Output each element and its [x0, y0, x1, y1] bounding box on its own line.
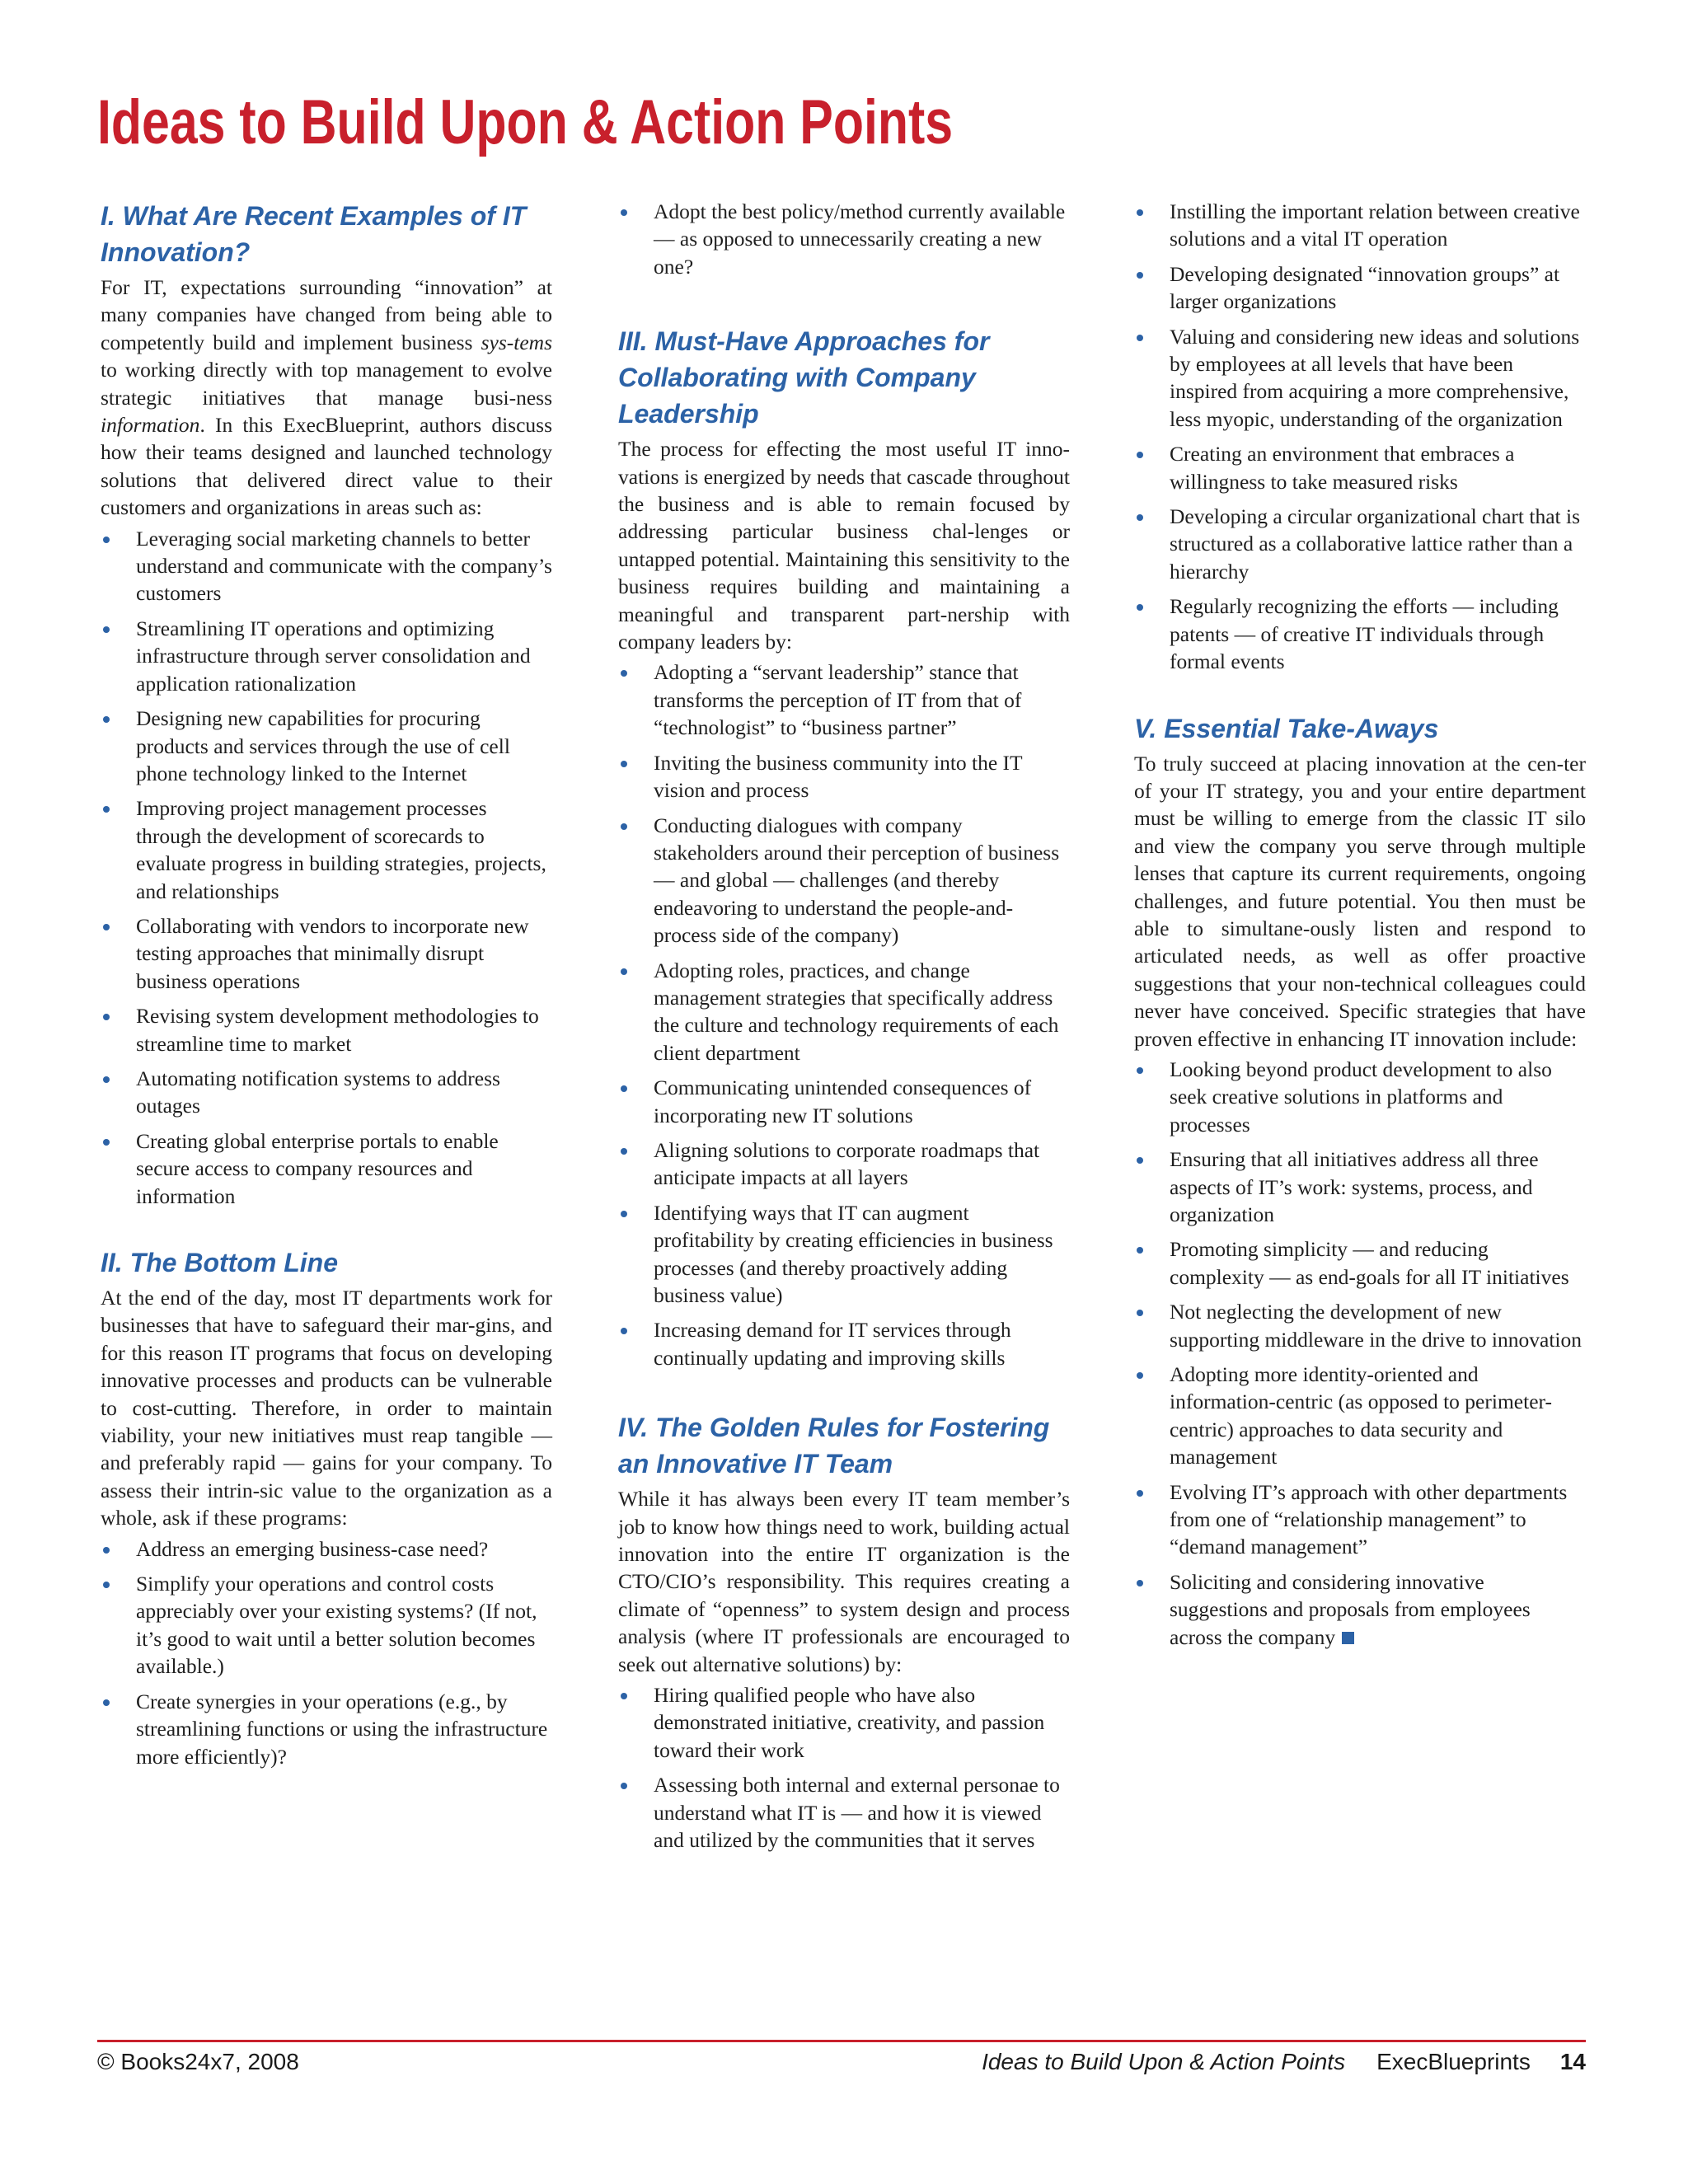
page-title: Ideas to Build Upon & Action Points — [97, 87, 954, 157]
section-heading-4: IV. The Golden Rules for Fostering an Innovative IT Team — [618, 1413, 1050, 1479]
list-item-text: Inviting the business community into the IT vision and process — [654, 750, 1023, 803]
list-item-text: Communicating unintended consequences of incorporating new IT solutions — [654, 1076, 1032, 1127]
list-item-text: Assessing both internal and external personae to understand what IT is — and how it is viewed and utilized by the communities that it serves — [654, 1773, 1060, 1853]
list-item — [101, 1570, 552, 1680]
list-item — [1134, 593, 1586, 675]
list-item — [101, 1065, 552, 1120]
list-item-text: Streamlining IT operations and optimizing infrastructure through server consolidation and application rationalization — [136, 616, 531, 696]
list-item-text: Leveraging social marketing channels to better understand and communicate with the company’s customers — [136, 526, 552, 606]
list-item-text: Address an emerging business-case need? — [136, 1536, 489, 1561]
list-item — [618, 1771, 1070, 1854]
list-item — [1134, 260, 1586, 316]
list-item-text: Creating an environment that embraces a willingness to take measured risks — [1170, 442, 1515, 494]
list-item — [101, 525, 552, 607]
list-item — [618, 957, 1070, 1067]
list-item — [1134, 440, 1586, 495]
list-item-text: Adopt the best policy/method currently available — as opposed to unnecessarily creating a new one? — [654, 199, 1066, 279]
list-item-text: Adopting a “servant leadership” stance that transforms the perception of IT from that of “technologist” to “business partner” — [654, 660, 1022, 740]
list-item — [101, 1127, 552, 1210]
footer-brand: ExecBlueprints — [1376, 2049, 1531, 2074]
list-item-text: Identifying ways that IT can augment profitability by creating efficiencies in business processes (and thereby proactively adding business value) — [654, 1200, 1053, 1307]
list-item — [618, 1681, 1070, 1764]
list-item-text: Creating global enterprise portals to enable secure access to company resources and information — [136, 1128, 499, 1208]
paragraph-text: For IT, expectations surrounding “innovation” at many companies have changed from being able to competently build and implement business — [101, 275, 552, 354]
list-item — [1134, 1361, 1586, 1471]
column-3 — [1134, 198, 1586, 1658]
footer-copyright: © Books24x7, 2008 — [97, 2049, 299, 2074]
list-item-text: Hiring qualified people who have also demonstrated initiative, creativity, and passion toward their work — [654, 1683, 1045, 1762]
section-4-list — [618, 1681, 1070, 1854]
page-number: 14 — [1559, 2049, 1586, 2074]
section-1-paragraph — [101, 274, 552, 522]
footer-section-title: Ideas to Build Upon & Action Points — [982, 2049, 1346, 2074]
footer-right — [982, 2046, 1586, 2079]
list-item — [101, 912, 552, 995]
italic-text: sys-tems — [481, 330, 552, 354]
section-3-paragraph: The process for effecting the most useful IT inno-vations is energized by needs that cascade throughout the business and is able to remain focused by addressing particular business chal-lenges or untapped potential. Maintaining this sensitivity to the business requires building and maintaining a meaningful and transparent part-nership with company leaders by: — [618, 437, 1070, 654]
paragraph-text: to working directly with top management to evolve strategic initiatives that manage busi-ness — [101, 358, 552, 410]
list-item — [1134, 1298, 1586, 1353]
list-item — [618, 658, 1070, 741]
end-of-article-icon — [1342, 1632, 1354, 1644]
page-footer — [97, 2046, 1586, 2079]
list-item — [1134, 323, 1586, 434]
list-item-text: Promoting simplicity — and reducing complexity — as end-goals for all IT initiatives — [1170, 1237, 1569, 1289]
list-item — [618, 198, 1070, 280]
list-item — [618, 1137, 1070, 1192]
list-item — [101, 1002, 552, 1057]
section-4-paragraph: While it has always been every IT team member’s job to know how things need to work, building actual innovation into the entire IT organization is the CTO/CIO’s responsibility. This requires creating a climate of “openness” to system design and process analysis (where IT professionals are encouraged to seek out alternative solutions) by: — [618, 1487, 1070, 1676]
list-item — [1134, 1056, 1586, 1138]
list-item — [1134, 1235, 1586, 1291]
list-item-text: Adopting roles, practices, and change management strategies that specifically address the culture and technology requirements of each client department — [654, 958, 1059, 1065]
list-item-text: Instilling the important relation between creative solutions and a vital IT operation — [1170, 199, 1580, 251]
list-item — [1134, 1568, 1586, 1651]
list-item — [618, 749, 1070, 804]
list-item — [1134, 1479, 1586, 1561]
list-item-text: Conducting dialogues with company stakeholders around their perception of business — and global — challenges (and thereby endeavoring to understand the people-and-process side of the company) — [654, 813, 1060, 948]
column-2 — [618, 198, 1070, 1862]
list-item-text: Not neglecting the development of new supporting middleware in the drive to innovation — [1170, 1300, 1582, 1352]
list-item-text: Increasing demand for IT services through continually updating and improving skills — [654, 1318, 1011, 1370]
list-item-text: Automating notification systems to address outages — [136, 1066, 500, 1118]
list-item-text: Designing new capabilities for procuring products and services through the use of cell phone technology linked to the Internet — [136, 706, 510, 785]
list-item-text: Create synergies in your operations (e.g., by streamlining functions or using the infrastructure more efficiently)? — [136, 1689, 548, 1769]
list-item — [101, 1535, 552, 1563]
section-heading-5: V. Essential Take-Aways — [1134, 713, 1439, 743]
list-item-text: Adopting more identity-oriented and information-centric (as opposed to perimeter-centric) approaches to data security and management — [1170, 1362, 1552, 1469]
section-heading-3: III. Must-Have Approaches for Collaborating with Company Leadership — [618, 326, 990, 429]
list-item — [1134, 503, 1586, 585]
section-5-list — [1134, 1056, 1586, 1651]
list-item-text: Simplify your operations and control costs appreciably over your existing systems? (If not, it’s good to wait until a better solution becomes available.) — [136, 1572, 537, 1679]
column-1 — [101, 198, 552, 1778]
list-item-text: Soliciting and considering innovative suggestions and proposals from employees across the company — [1170, 1569, 1531, 1649]
list-item — [101, 705, 552, 787]
list-item-text: Evolving IT’s approach with other departments from one of “relationship management” to “demand management” — [1170, 1479, 1568, 1559]
list-item — [618, 812, 1070, 949]
section-2-list — [101, 1535, 552, 1770]
list-item — [618, 1074, 1070, 1129]
section-heading-1: I. What Are Recent Examples of IT Innovation? — [101, 201, 527, 267]
paragraph-text: . In this ExecBlueprint, authors discuss how their teams designed and launched technology solutions that delivered direct value to their customers and organizations in areas such as: — [101, 413, 552, 520]
list-item-text: Revising system development methodologies to streamline time to market — [136, 1004, 539, 1056]
list-item-text: Regularly recognizing the efforts — including patents — of creative IT individuals through formal events — [1170, 594, 1559, 674]
section-4-list-continued — [1134, 198, 1586, 676]
list-item-text: Valuing and considering new ideas and solutions by employees at all levels that have been inspired from acquiring a more comprehensive, less myopic, understanding of the organization — [1170, 324, 1580, 431]
list-item — [1134, 198, 1586, 253]
list-item — [101, 615, 552, 697]
list-item-text: Developing designated “innovation groups” at larger organizations — [1170, 261, 1560, 314]
list-item-text: Developing a circular organizational chart that is structured as a collaborative lattice rather than a hierarchy — [1170, 504, 1580, 583]
list-item — [101, 794, 552, 905]
italic-text: information — [101, 413, 200, 438]
list-item-text: Ensuring that all initiatives address all three aspects of IT’s work: systems, process, and organization — [1170, 1147, 1539, 1226]
section-2-paragraph: At the end of the day, most IT departments work for businesses that have to safeguard their mar-gins, and for this reason IT programs that focus on developing innovative processes and products can be vulnerable to cost-cutting. Therefore, in order to maintain viability, your new initiatives must reap tangible — and preferably rapid — gains for your company. To assess their intrin-sic value to the organization as a whole, ask if these programs: — [101, 1286, 552, 1530]
list-item-text: Collaborating with vendors to incorporate new testing approaches that minimally disrupt business operations — [136, 913, 529, 993]
list-item — [1134, 1146, 1586, 1228]
section-2-list-continued — [618, 198, 1070, 280]
list-item-text: Improving project management processes through the development of scorecards to evaluate progress in building strategies, projects, and relationships — [136, 796, 546, 903]
section-3-list — [618, 658, 1070, 1371]
section-1-list — [101, 525, 552, 1210]
list-item-text: Looking beyond product development to also seek creative solutions in platforms and processes — [1170, 1057, 1552, 1137]
list-item — [618, 1316, 1070, 1371]
footer-divider — [97, 2040, 1586, 2042]
list-item — [618, 1199, 1070, 1310]
section-heading-2: II. The Bottom Line — [101, 1248, 338, 1277]
list-item — [101, 1688, 552, 1770]
list-item-text: Aligning solutions to corporate roadmaps that anticipate impacts at all layers — [654, 1137, 1040, 1190]
section-5-paragraph: To truly succeed at placing innovation at the cen-ter of your IT strategy, you and your entire department must be willing to emerge from the classic IT silo and view the company you serve through multiple lenses that capture its current requirements, ongoing challenges, and future potential. You then must be able to simultane-ously listen and respond to articulated needs, as well as offer proactive suggestions that your non-technical colleagues could never have conceived. Specific strategies that have proven effective in enhancing IT innovation include: — [1134, 751, 1586, 1051]
